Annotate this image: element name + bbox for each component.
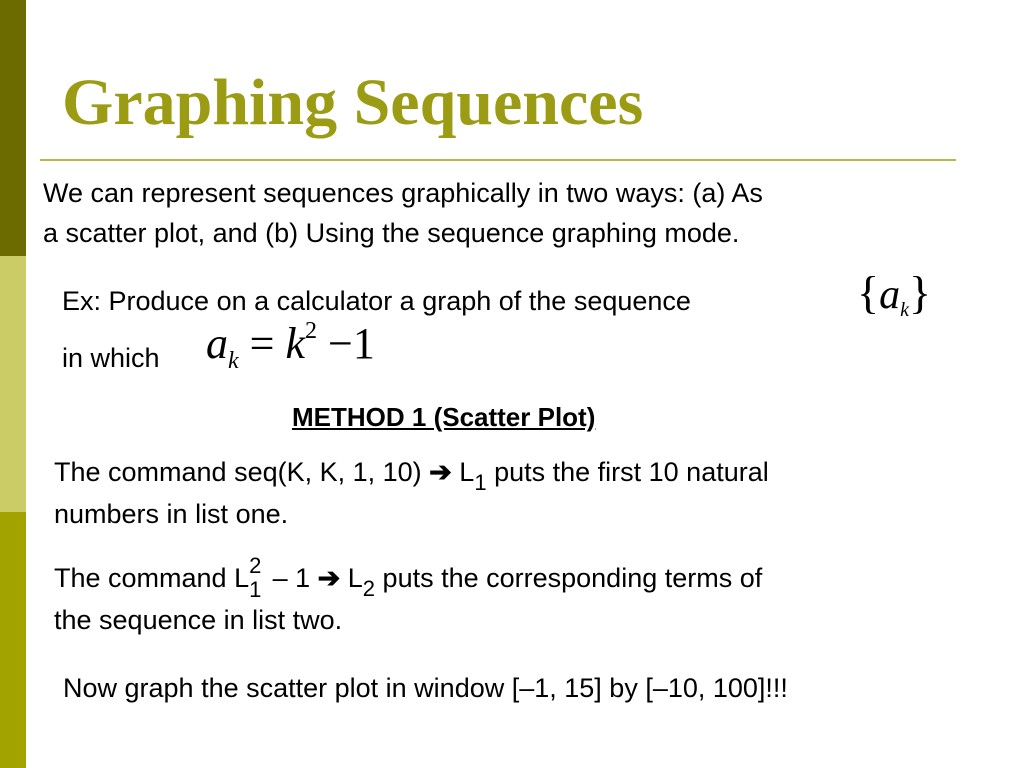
formula-a: a: [206, 319, 228, 368]
command-2-sup-sub: [249, 553, 265, 602]
sidebar-decoration: [0, 0, 26, 768]
formula-k: k: [285, 319, 306, 368]
command-1-text: The command seq(K, K, 1, 10): [54, 457, 430, 487]
sequence-sub-k: k: [900, 299, 909, 321]
sidebar-block-bottom: [0, 512, 26, 768]
formula-sub-k: k: [228, 348, 239, 374]
formula-equals: =: [249, 319, 275, 368]
method-heading: METHOD 1 (Scatter Plot): [292, 402, 596, 432]
brace-close: }: [908, 267, 932, 318]
command-2-list-sub: 2: [362, 576, 376, 601]
brace-open: {: [857, 267, 880, 318]
formula-exponent: 2: [305, 318, 318, 344]
command-2-line-2: the sequence in list two.: [54, 605, 343, 635]
window-instruction: Now graph the scatter plot in window [–1, 15] by [–10, 100]!!!: [63, 673, 788, 703]
command-2-rest: puts the corresponding terms of: [375, 563, 763, 593]
in-which-text: in which: [62, 343, 160, 373]
command-1-rest: puts the first 10 natural: [486, 457, 769, 487]
command-1-paragraph: [54, 452, 769, 534]
command-2-text: The command L: [54, 563, 250, 593]
command-1-line-2: numbers in list one.: [54, 499, 289, 529]
formula-equation: [206, 318, 375, 374]
formula-minus-one: −1: [328, 319, 375, 368]
command-2-sub: 1: [249, 577, 262, 602]
intro-line-1: We can represent sequences graphically in two ways: (a) As: [43, 178, 763, 208]
slide-title: Graphing Sequences: [62, 66, 644, 139]
sidebar-block-top: [0, 0, 26, 256]
command-2-list: L: [340, 563, 363, 593]
command-2-minus: – 1: [265, 563, 318, 593]
intro-line-2: a scatter plot, and (b) Using the sequence graphing mode.: [43, 218, 740, 248]
arrow-right-icon: ➔: [429, 457, 452, 487]
command-2-line-1: [54, 553, 763, 602]
example-text: Ex: Produce on a calculator a graph of the sequence: [62, 286, 691, 316]
sequence-notation: [857, 267, 932, 321]
command-1-list: L: [451, 457, 475, 487]
command-1-line-1: [54, 452, 769, 494]
command-1-sub: 1: [474, 470, 487, 495]
intro-paragraph: [43, 173, 763, 253]
arrow-right-icon: ➔: [317, 563, 341, 593]
sequence-a: a: [879, 272, 901, 318]
title-divider: [40, 159, 956, 161]
command-2-sup: 2: [249, 553, 262, 578]
sidebar-block-middle: [0, 256, 26, 512]
command-2-paragraph: [54, 553, 763, 640]
